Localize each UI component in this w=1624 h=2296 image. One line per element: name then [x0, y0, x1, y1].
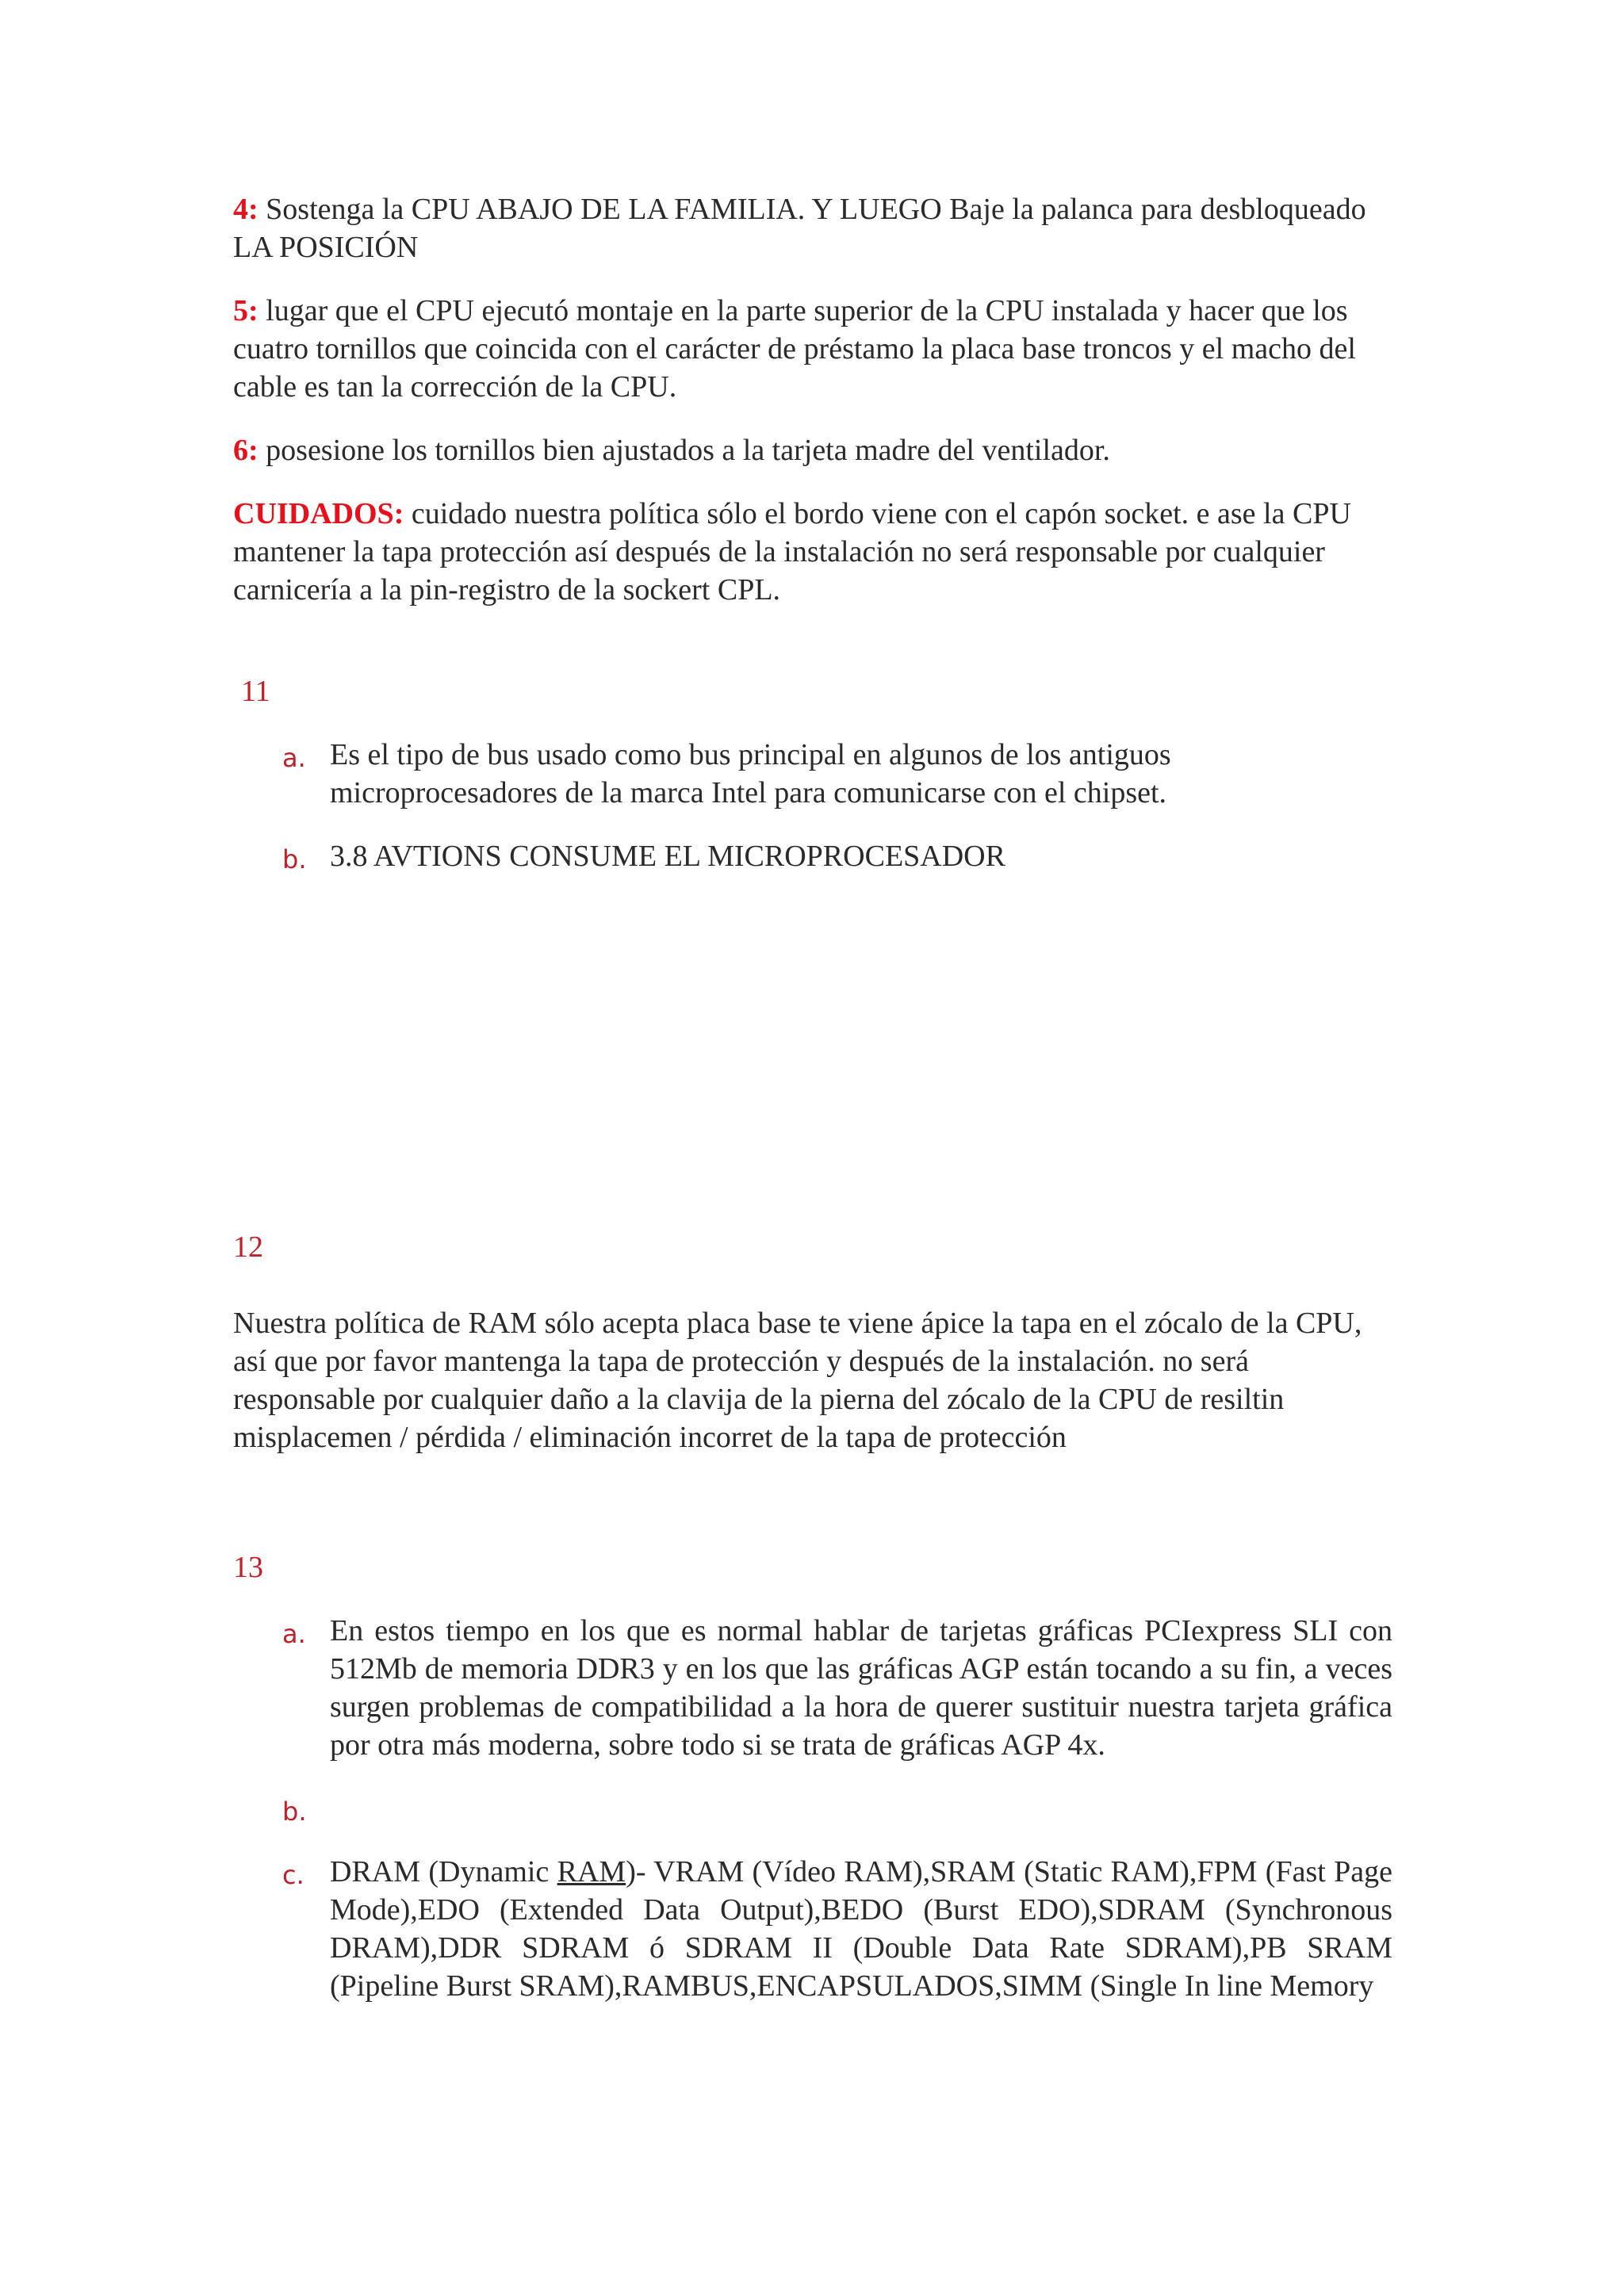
step-text: posesione los tornillos bien ajustados a la tarjeta madre del ventilador. — [258, 434, 1110, 467]
list-item-text — [330, 1855, 1392, 2003]
section-13-number: 13 — [233, 1551, 263, 1584]
list-item — [233, 1612, 1392, 1764]
list-marker: a. — [282, 743, 306, 773]
section-11-number: 11 — [241, 675, 270, 708]
step-5 — [233, 292, 1392, 406]
list-marker: a. — [282, 1619, 306, 1649]
step-number: 4: — [233, 193, 259, 226]
list-marker: c. — [282, 1860, 304, 1890]
list-marker: b. — [282, 844, 307, 874]
ram-link[interactable]: RAM — [557, 1855, 626, 1888]
section-12-number: 12 — [233, 1230, 263, 1264]
list-item — [233, 736, 1392, 812]
section-12-paragraph: Nuestra política de RAM sólo acepta placa base te viene ápice la tapa en el zócalo de la CPU, así que por favor mantenga la tapa de protección y después de la instalación. no será responsable por cualquier daño a la clavija de la pierna del zócalo de la CPU de resiltin misplacemen / pérdida / eliminación incorret de la tapa de protección — [233, 1307, 1362, 1454]
text-before-link: DRAM (Dynamic — [330, 1855, 557, 1888]
document-body — [233, 190, 1392, 2030]
step-4 — [233, 190, 1392, 266]
text-after-link: )- VRAM (Vídeo RAM),SRAM (Static RAM),FPM (Fast Page Mode),EDO (Extended Data Output),BEDO (Burst EDO),SDRAM (Synchronous DRAM),DDR SDRAM ó SDRAM II (Double Data Rate SDRAM),PB SRAM (Pipeline Burst SRAM),RAMBUS,ENCAPSULADOS,SIMM (Single In line Memory — [330, 1855, 1392, 2003]
step-number: 5: — [233, 294, 259, 327]
step-text: Sostenga la CPU ABAJO DE LA FAMILIA. Y LUEGO Baje la palanca para desbloqueado LA POSICIÓN — [233, 193, 1366, 264]
list-item — [233, 1789, 1392, 1827]
list-item — [233, 837, 1392, 875]
list-item-text: 3.8 AVTIONS CONSUME EL MICROPROCESADOR — [330, 840, 1005, 873]
step-number: 6: — [233, 434, 259, 467]
section-13-list — [233, 1612, 1392, 2005]
list-marker: b. — [282, 1797, 307, 1827]
list-item-text: En estos tiempo en los que es normal hablar de tarjetas gráficas PCIexpress SLI con 512Mb de memoria DDR3 y en los que las gráficas AGP están tocando a su fin, a veces surgen problemas de compatibilidad a la hora de querer sustituir nuestra tarjeta gráfica por otra más moderna, sobre todo si se trata de gráficas AGP 4x. — [330, 1614, 1392, 1762]
cuidados-label: CUIDADOS: — [233, 497, 404, 530]
section-11-list — [233, 736, 1392, 875]
cuidados-text: cuidado nuestra política sólo el bordo viene con el capón socket. e ase la CPU mantener la tapa protección así después de la instalación no será responsable por cualquier carnicería a la pin-registro de la sockert CPL. — [233, 497, 1351, 607]
cuidados-paragraph — [233, 495, 1392, 609]
step-6 — [233, 431, 1392, 469]
list-item — [233, 1853, 1392, 2005]
list-item-text: Es el tipo de bus usado como bus principal en algunos de los antiguos microprocesadores de la marca Intel para comunicarse con el chipset. — [330, 738, 1171, 809]
step-text: lugar que el CPU ejecutó montaje en la parte superior de la CPU instalada y hacer que los cuatro tornillos que coincida con el carácter de préstamo la placa base troncos y el macho del cable es tan la corrección de la CPU. — [233, 294, 1356, 404]
